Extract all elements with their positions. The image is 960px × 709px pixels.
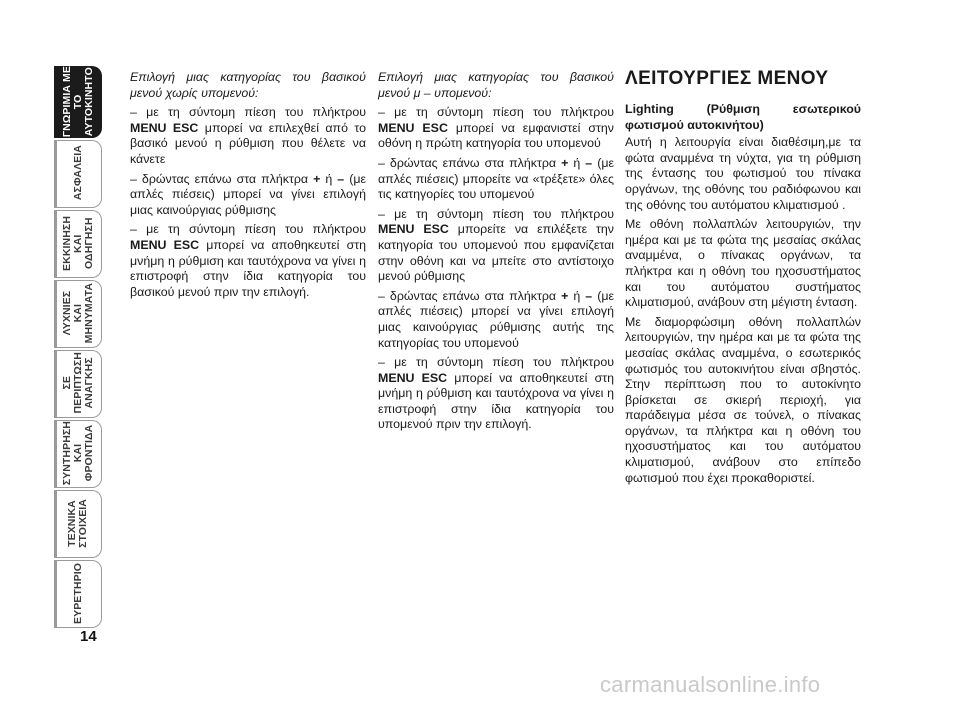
column-3 bbox=[625, 70, 861, 490]
paragraph: – με τη σύντομη πίεση του πλήκτρου MENU ESC μπορεί να εμφανιστεί στην οθόνη η πρώτη κατηγορία του υπομενού bbox=[378, 105, 614, 151]
tab-technical-data[interactable] bbox=[54, 488, 102, 558]
tab-label: ΣΕ ΠΕΡΙΠΤΩΣΗ ΑΝΑΓΚΗΣ bbox=[60, 352, 95, 414]
paragraph: – δρώντας επάνω στα πλήκτρα + ή – (με απλές πιέσεις) μπορεί να γίνει επιλογή μιας καινούργιας ρύθμισης bbox=[130, 171, 367, 217]
paragraph: Αυτή η λειτουργία είναι διαθέσιμη,με τα φώτα αναμμένα τη νύχτα, για τη ρύθμιση της έντασης του φωτισμού του πίνακα οργάνων, της οθόνης του ραδιόφωνου και της οθόνης του αυτόματου κλιματισμού . bbox=[625, 135, 861, 212]
paragraph: – με τη σύντομη πίεση του πλήκτρου MENU ESC μπορεί να αποθηκευτεί στη μνήμη η ρύθμιση και ταυτόχρονα να γίνει η επιστροφή στην ίδια κατηγορία του υπομενού πριν την επιλογή. bbox=[378, 355, 614, 432]
watermark: carmanualsonline.info bbox=[600, 672, 821, 697]
menu-esc-key: MENU ESC bbox=[378, 120, 448, 135]
minus-key: – bbox=[337, 171, 345, 186]
tab-lights-messages[interactable] bbox=[54, 278, 102, 348]
tab-maintenance[interactable] bbox=[54, 418, 102, 488]
plus-key: + bbox=[561, 288, 569, 303]
intro-text: Επιλογή μιας κατηγορίας του βασικού μενού μ – υπομενού: bbox=[378, 70, 614, 100]
minus-key: – bbox=[585, 288, 593, 303]
paragraph: – δρώντας επάνω στα πλήκτρα + ή – (με απλές πιέσεις) μπορείτε να «τρέξετε» όλες τις κατηγορίες του υπομενού bbox=[378, 155, 615, 202]
tab-starting-driving[interactable] bbox=[54, 208, 102, 278]
tab-label: ΣΥΝΤΗΡΗΣΗ ΚΑΙ ΦΡΟΝΤΙΔΑ bbox=[60, 420, 95, 486]
tab-label: ΑΣΦΑΛΕΙΑ bbox=[71, 145, 84, 201]
tab-label: ΕΥΡΕΤΗΡΙΟ bbox=[71, 562, 84, 624]
paragraph: – με τη σύντομη πίεση του πλήκτρου MENU ESC μπορεί να αποθηκευτεί στη μνήμη η ρύθμιση και ταυτόχρονα να γίνει η επιστροφή στην ίδια κατηγορία του βασικού μενού πριν την επιλογή. bbox=[130, 222, 366, 299]
tab-label: ΤΕΧΝΙΚΑ ΣΤΟΙΧΕΙΑ bbox=[66, 498, 89, 548]
section-title: ΛΕΙΤΟΥΡΓΙΕΣ ΜΕΝΟΥ bbox=[625, 68, 829, 89]
column-2 bbox=[378, 70, 614, 437]
menu-esc-key: MENU ESC bbox=[378, 370, 448, 385]
tab-getting-to-know[interactable] bbox=[54, 66, 102, 138]
paragraph: – με τη σύντομη πίεση του πλήκτρου MENU ESC μπορεί να επιλεχθεί από το βασικό μενού η ρύθμιση που θέλετε να κάνετε bbox=[130, 105, 367, 166]
tab-safety[interactable] bbox=[54, 138, 102, 208]
column-1 bbox=[130, 70, 366, 304]
plus-key: + bbox=[561, 155, 569, 170]
paragraph: – με τη σύντομη πίεση του πλήκτρου MENU ESC μπορείτε να επιλέξετε την κατηγορία του υπομενού που εμφανίζεται στην οθόνη και να μπείτε στο αντίστοιχο μενού ρύθμισης bbox=[378, 206, 615, 284]
menu-esc-key: MENU ESC bbox=[130, 120, 199, 135]
paragraph: – δρώντας επάνω στα πλήκτρα + ή – (με απλές πιέσεις) μπορεί να γίνει επιλογή μιας καινούργιας ρύθμισης αυτής της κατηγορίας του υπομενού bbox=[378, 288, 615, 350]
minus-key: – bbox=[585, 155, 593, 170]
tab-label: ΕΚΚΙΝΗΣΗ ΚΑΙ ΟΔΗΓΗΣΗ bbox=[60, 215, 95, 271]
subheading: Lighting (Ρύθμιση εσωτερικού φωτισμού αυτοκινήτου) bbox=[625, 102, 861, 132]
menu-esc-key: MENU ESC bbox=[130, 237, 200, 252]
paragraph: Με οθόνη πολλαπλών λειτουργιών, την ημέρα και με τα φώτα της μεσαίας σκάλας αναμμένα, ο πίνακας οργάνων, τα πλήκτρα και η οθόνη του ηχοσυστήματος και του αυτόματου συστήματος κλιματισμού, ανάβουν στη μέγιστη ένταση. bbox=[625, 217, 861, 310]
tab-emergency[interactable] bbox=[54, 348, 102, 418]
paragraph: Με διαμορφώσιμη οθόνη πολλαπλών λειτουργιών, την ημέρα και με τα φώτα της μεσαίας σκάλας αναμμένα, ο εσωτερικός φωτισμός του αυτοκινήτου είναι σβηστός. Στην περίπτωση που το αυτοκίνητο βρίσκεται σε σκιερή περιοχή, για παράδειγμα μέσα σε τούνελ, ο πίνακας οργάνων, τα πλήκτρα και η οθόνη του ηχοσυστήματος και του αυτόματου κλιματισμού, ανάβουν στο επίπεδο φωτισμού που έχει προκαθοριστεί. bbox=[625, 314, 861, 485]
menu-esc-key: MENU ESC bbox=[378, 222, 449, 237]
tab-index[interactable] bbox=[54, 558, 102, 628]
tab-label: ΛΥΧΝΙΕΣ ΚΑΙ ΜΗΝΥΜΑΤΑ bbox=[60, 282, 95, 344]
tab-label: ΓΝΩΡΙΜΙΑ ΜΕ ΤΟ ΑΥΤΟΚΙΝΗΤΟ bbox=[60, 66, 95, 138]
section-tabs bbox=[54, 66, 102, 628]
intro-text: Επιλογή μιας κατηγορίας του βασικού μενού χωρίς υπομενού: bbox=[130, 70, 366, 100]
plus-key: + bbox=[313, 171, 321, 186]
page-number: 14 bbox=[80, 628, 97, 645]
